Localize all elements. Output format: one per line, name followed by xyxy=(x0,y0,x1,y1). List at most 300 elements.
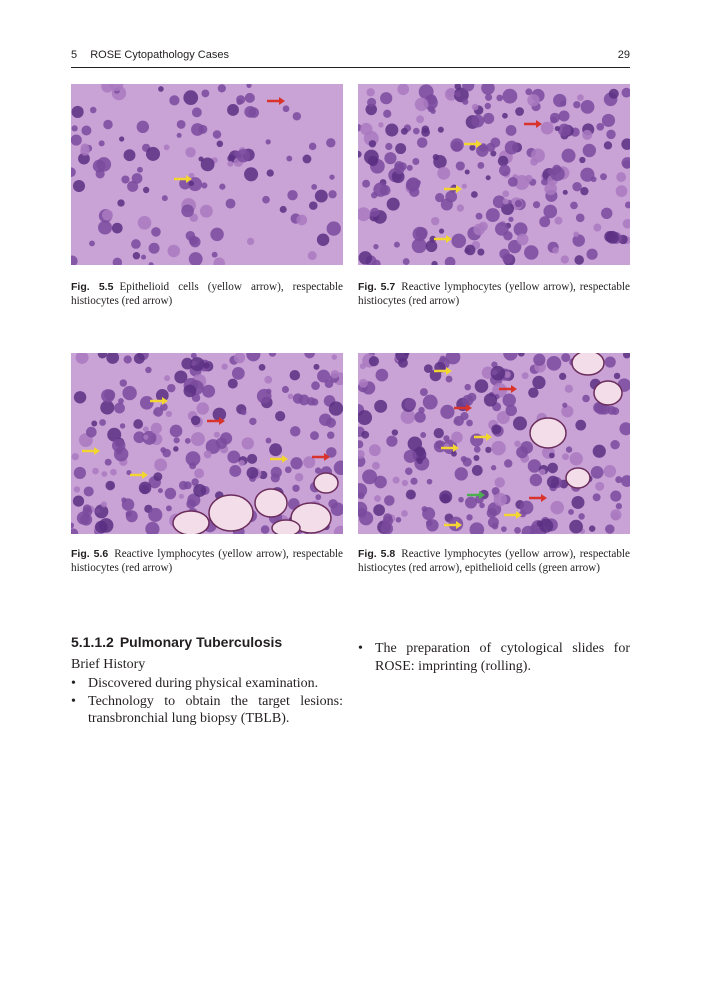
cell-nucleus xyxy=(514,441,520,447)
cell-nucleus xyxy=(475,379,489,393)
cell-nucleus xyxy=(580,187,588,195)
cell-nucleus xyxy=(530,474,542,486)
cell-nucleus xyxy=(401,510,408,517)
cell-nucleus xyxy=(189,181,194,186)
cell-nucleus xyxy=(492,370,498,376)
cell-nucleus xyxy=(422,506,428,512)
cell-nucleus xyxy=(457,204,464,211)
cell-nucleus xyxy=(583,144,596,157)
cell-nucleus xyxy=(394,242,400,248)
cell-nucleus xyxy=(498,156,509,167)
cell-nucleus xyxy=(533,354,545,366)
list-item-text: Discovered during physical examination. xyxy=(88,676,319,691)
cell-nucleus xyxy=(148,508,162,522)
cell-nucleus xyxy=(374,476,387,489)
cell-nucleus xyxy=(151,227,161,237)
cell-nucleus xyxy=(461,456,467,462)
cell-nucleus xyxy=(491,441,505,455)
cell-nucleus xyxy=(241,409,247,415)
cell-nucleus xyxy=(192,107,202,117)
cell-nucleus xyxy=(589,525,595,531)
cell-nucleus xyxy=(164,375,170,381)
cell-nucleus xyxy=(392,429,398,435)
cell-nucleus xyxy=(121,175,129,183)
cell-nucleus xyxy=(179,494,184,499)
cell-nucleus xyxy=(550,117,557,124)
cell-nucleus xyxy=(95,508,100,513)
cell-nucleus xyxy=(451,234,466,249)
cell-nucleus xyxy=(393,477,400,484)
cell-nucleus xyxy=(371,192,377,198)
cell-nucleus xyxy=(319,413,332,426)
cell-nucleus xyxy=(257,389,272,404)
cell-nucleus xyxy=(614,373,620,379)
cell-nucleus xyxy=(160,447,166,453)
cell-nucleus xyxy=(423,395,438,410)
cell-nucleus xyxy=(466,514,472,520)
cell-nucleus xyxy=(384,152,396,164)
cell-nucleus xyxy=(502,89,517,104)
cell-nucleus xyxy=(299,395,310,406)
cell-nucleus xyxy=(124,149,136,161)
cell-nucleus xyxy=(403,258,410,265)
cell-nucleus xyxy=(488,517,499,528)
cell-nucleus xyxy=(227,161,233,167)
cell-nucleus xyxy=(237,149,250,162)
cell-nucleus xyxy=(183,90,198,105)
cell-nucleus xyxy=(541,178,548,185)
cell-nucleus xyxy=(145,367,151,373)
cell-nucleus xyxy=(560,100,566,106)
cell-nucleus xyxy=(359,379,368,388)
cell-nucleus xyxy=(434,428,444,438)
cell-nucleus xyxy=(218,84,226,92)
cell-nucleus xyxy=(555,126,560,131)
cell-nucleus xyxy=(406,490,416,500)
cell-nucleus xyxy=(502,394,515,407)
cell-nucleus xyxy=(266,438,272,444)
cell-nucleus xyxy=(317,233,329,245)
cell-nucleus xyxy=(131,239,141,249)
cell-nucleus xyxy=(244,167,258,181)
cell-nucleus xyxy=(465,497,477,509)
cell-nucleus xyxy=(185,438,191,444)
cell-nucleus xyxy=(483,113,494,124)
cell-nucleus xyxy=(486,175,491,180)
cell-nucleus xyxy=(191,416,200,425)
cell-nucleus xyxy=(372,462,380,470)
cell-nucleus xyxy=(216,437,227,448)
cell-nucleus xyxy=(539,519,553,533)
cell-nucleus xyxy=(380,185,391,196)
cell-nucleus xyxy=(558,124,571,137)
cell-nucleus xyxy=(476,213,483,220)
vacuole xyxy=(594,381,622,405)
cell-nucleus xyxy=(491,465,496,470)
cell-nucleus xyxy=(426,519,438,531)
caption-text: Reactive lymphocytes (yellow arrow), respectable histiocytes (red arrow) xyxy=(358,281,631,307)
cell-nucleus xyxy=(315,190,328,203)
bullet-icon: • xyxy=(71,693,76,709)
cell-nucleus xyxy=(385,143,392,150)
cell-nucleus xyxy=(167,384,175,392)
cell-nucleus xyxy=(194,468,204,478)
cell-nucleus xyxy=(86,427,97,438)
cell-nucleus xyxy=(373,244,378,249)
cell-nucleus xyxy=(569,520,583,534)
cell-nucleus xyxy=(366,88,374,96)
cell-nucleus xyxy=(384,495,395,506)
micrograph-svg xyxy=(358,84,630,265)
cell-nucleus xyxy=(138,216,152,230)
cell-nucleus xyxy=(611,512,619,520)
cell-nucleus xyxy=(133,419,143,429)
cell-nucleus xyxy=(572,182,581,191)
cell-nucleus xyxy=(202,385,215,398)
cell-nucleus xyxy=(74,486,80,492)
cell-nucleus xyxy=(383,513,392,522)
cell-nucleus xyxy=(406,177,420,191)
cell-nucleus xyxy=(151,423,162,434)
cell-nucleus xyxy=(454,416,464,426)
cell-nucleus xyxy=(402,480,408,486)
cell-nucleus xyxy=(189,236,198,245)
cell-nucleus xyxy=(554,217,562,225)
cell-nucleus xyxy=(124,355,132,363)
cell-nucleus xyxy=(474,446,481,453)
vacuole xyxy=(530,418,566,448)
cell-nucleus xyxy=(137,167,143,173)
cell-nucleus xyxy=(616,503,622,509)
cell-nucleus xyxy=(201,182,207,188)
cell-nucleus xyxy=(455,91,461,97)
cell-nucleus xyxy=(141,255,146,260)
cell-nucleus xyxy=(158,86,164,92)
cell-nucleus xyxy=(416,115,424,123)
cell-nucleus xyxy=(426,240,438,252)
cell-nucleus xyxy=(173,446,178,451)
cell-nucleus xyxy=(370,208,379,217)
cell-nucleus xyxy=(369,356,379,366)
cell-nucleus xyxy=(539,216,550,227)
cell-nucleus xyxy=(290,370,300,380)
cell-nucleus xyxy=(166,505,172,511)
cell-nucleus xyxy=(504,459,512,467)
cell-nucleus xyxy=(303,155,312,164)
figure-label: Fig. 5.8 xyxy=(358,548,396,560)
cell-nucleus xyxy=(533,201,540,208)
cell-nucleus xyxy=(293,112,301,120)
cell-nucleus xyxy=(193,484,206,497)
cell-nucleus xyxy=(309,143,316,150)
cell-nucleus xyxy=(140,396,154,410)
cell-nucleus xyxy=(295,473,304,482)
cell-nucleus xyxy=(280,206,287,213)
cell-nucleus xyxy=(606,130,615,139)
cell-nucleus xyxy=(228,379,238,389)
cell-nucleus xyxy=(100,401,114,415)
cell-nucleus xyxy=(112,439,125,452)
cell-nucleus xyxy=(162,195,168,201)
cell-nucleus xyxy=(396,517,402,523)
cell-nucleus xyxy=(314,364,320,370)
header-chapter xyxy=(71,49,229,61)
cell-nucleus xyxy=(191,123,204,136)
cell-nucleus xyxy=(524,245,538,259)
cell-nucleus xyxy=(506,125,517,136)
cell-nucleus xyxy=(99,419,106,426)
cell-nucleus xyxy=(308,251,317,260)
cell-nucleus xyxy=(462,184,467,189)
cell-nucleus xyxy=(153,407,163,417)
cell-nucleus xyxy=(473,455,479,461)
cell-nucleus xyxy=(471,191,478,198)
cell-nucleus xyxy=(120,423,125,428)
cell-nucleus xyxy=(405,398,416,409)
cell-nucleus xyxy=(413,128,420,135)
running-header xyxy=(71,49,630,65)
cell-nucleus xyxy=(227,451,240,464)
cell-nucleus xyxy=(577,94,584,101)
cell-nucleus xyxy=(386,436,397,447)
cell-nucleus xyxy=(247,467,259,479)
cell-nucleus xyxy=(549,453,555,459)
cell-nucleus xyxy=(72,106,84,118)
cell-nucleus xyxy=(562,149,576,163)
cell-nucleus xyxy=(496,95,503,102)
cell-nucleus xyxy=(169,95,179,105)
cell-nucleus xyxy=(606,231,619,244)
cell-nucleus xyxy=(74,467,86,479)
cell-nucleus xyxy=(369,140,376,147)
list-item xyxy=(358,640,630,675)
cell-nucleus xyxy=(376,369,389,382)
cell-nucleus xyxy=(437,167,450,180)
cell-nucleus xyxy=(407,165,413,171)
vacuole xyxy=(566,468,590,488)
cell-nucleus xyxy=(177,133,182,138)
cell-nucleus xyxy=(421,128,430,137)
cell-nucleus xyxy=(137,121,149,133)
cell-nucleus xyxy=(154,458,167,471)
cell-nucleus xyxy=(522,372,529,379)
cell-nucleus xyxy=(177,120,186,129)
figure-label: Fig. 5.5 xyxy=(71,281,114,293)
cell-nucleus xyxy=(580,168,594,182)
cell-nucleus xyxy=(503,198,509,204)
cell-nucleus xyxy=(561,353,570,362)
cell-nucleus xyxy=(227,104,239,116)
figure-label: Fig. 5.6 xyxy=(71,548,109,560)
cell-nucleus xyxy=(502,253,512,263)
cell-nucleus xyxy=(593,224,601,232)
cell-nucleus xyxy=(616,185,628,197)
page-number: 29 xyxy=(617,49,630,61)
cell-nucleus xyxy=(271,473,280,482)
cell-nucleus xyxy=(310,431,319,440)
cell-nucleus xyxy=(547,463,558,474)
cell-nucleus xyxy=(541,122,554,135)
cell-nucleus xyxy=(591,466,604,479)
cell-nucleus xyxy=(604,465,617,478)
cell-nucleus xyxy=(361,431,369,439)
cell-nucleus xyxy=(315,467,321,473)
cell-nucleus xyxy=(92,468,99,475)
cell-nucleus xyxy=(179,481,188,490)
cell-nucleus xyxy=(466,420,473,427)
cell-nucleus xyxy=(134,353,145,364)
cell-nucleus xyxy=(486,208,500,222)
cell-nucleus xyxy=(214,432,220,438)
cell-nucleus xyxy=(502,113,508,119)
cell-nucleus xyxy=(440,356,447,363)
cell-nucleus xyxy=(165,488,176,499)
figure-5-6-image xyxy=(71,353,343,534)
cell-nucleus xyxy=(485,94,492,101)
header-rule xyxy=(71,67,630,68)
cell-nucleus xyxy=(477,249,484,256)
cell-nucleus xyxy=(290,426,300,436)
cell-nucleus xyxy=(309,201,318,210)
cell-nucleus xyxy=(185,147,195,157)
figure-5-5-image xyxy=(71,84,343,265)
cell-nucleus xyxy=(374,400,387,413)
cell-nucleus xyxy=(464,384,470,390)
figure-5-8-caption xyxy=(358,547,630,575)
cell-nucleus xyxy=(327,221,341,235)
cell-nucleus xyxy=(378,122,383,127)
cell-nucleus xyxy=(401,128,408,135)
cell-nucleus xyxy=(506,405,517,416)
cell-nucleus xyxy=(127,181,138,192)
cell-nucleus xyxy=(73,180,85,192)
stain-background xyxy=(71,84,343,265)
vacuole xyxy=(173,511,209,534)
bullet-icon: • xyxy=(71,676,76,691)
cell-nucleus xyxy=(439,490,452,503)
cell-nucleus xyxy=(531,149,545,163)
cell-nucleus xyxy=(456,161,465,170)
cell-nucleus xyxy=(383,110,391,118)
cell-nucleus xyxy=(264,376,272,384)
cell-nucleus xyxy=(593,445,606,458)
cell-nucleus xyxy=(433,154,439,160)
cell-nucleus xyxy=(515,200,522,207)
cell-nucleus xyxy=(219,184,225,190)
cell-nucleus xyxy=(327,431,335,439)
cell-nucleus xyxy=(374,495,381,502)
cell-nucleus xyxy=(484,393,497,406)
cell-nucleus xyxy=(73,495,84,506)
cell-nucleus xyxy=(517,233,529,245)
cell-nucleus xyxy=(204,450,212,458)
cell-nucleus xyxy=(110,469,117,476)
cell-nucleus xyxy=(242,437,254,449)
cell-nucleus xyxy=(575,420,586,431)
cell-nucleus xyxy=(508,177,518,187)
cell-nucleus xyxy=(559,110,570,121)
cell-nucleus xyxy=(315,494,321,500)
cell-nucleus xyxy=(552,247,559,254)
cell-nucleus xyxy=(213,130,221,138)
cell-nucleus xyxy=(539,469,545,475)
cell-nucleus xyxy=(364,150,379,165)
cell-nucleus xyxy=(515,107,524,116)
cell-nucleus xyxy=(405,467,412,474)
cell-nucleus xyxy=(471,115,484,128)
cell-nucleus xyxy=(221,363,227,369)
cell-nucleus xyxy=(105,481,115,491)
cell-nucleus xyxy=(72,125,78,131)
cell-nucleus xyxy=(508,217,513,222)
cell-nucleus xyxy=(477,162,484,169)
chapter-title: ROSE Cytopathology Cases xyxy=(90,49,229,61)
cell-nucleus xyxy=(582,130,592,140)
cell-nucleus xyxy=(121,497,126,502)
cell-nucleus xyxy=(601,208,612,219)
cell-nucleus xyxy=(562,453,569,460)
caption-text: Epithelioid cells (yellow arrow), respectable histiocytes (red arrow) xyxy=(71,281,343,307)
cell-nucleus xyxy=(122,386,136,400)
cell-nucleus xyxy=(410,478,417,485)
list-item xyxy=(71,675,343,693)
cell-nucleus xyxy=(210,228,223,241)
cell-nucleus xyxy=(520,501,534,515)
figure-5-8-image xyxy=(358,353,630,534)
cell-nucleus xyxy=(420,388,428,396)
cell-nucleus xyxy=(446,89,454,97)
cell-nucleus xyxy=(117,199,124,206)
cell-nucleus xyxy=(81,125,91,135)
cell-nucleus xyxy=(329,401,343,415)
cell-nucleus xyxy=(610,491,621,502)
figure-5-6-caption xyxy=(71,547,343,575)
cell-nucleus xyxy=(462,395,473,406)
cell-nucleus xyxy=(595,482,604,491)
cell-nucleus xyxy=(505,141,519,155)
cell-nucleus xyxy=(600,173,607,180)
cell-nucleus xyxy=(191,361,196,366)
cell-nucleus xyxy=(547,356,562,371)
cell-nucleus xyxy=(328,499,337,508)
cell-nucleus xyxy=(326,138,335,147)
cell-nucleus xyxy=(491,424,501,434)
cell-nucleus xyxy=(576,213,585,222)
cell-nucleus xyxy=(543,205,557,219)
cell-nucleus xyxy=(91,421,97,427)
cell-nucleus xyxy=(112,223,123,234)
cell-nucleus xyxy=(451,451,457,457)
cell-nucleus xyxy=(71,134,82,145)
cell-nucleus xyxy=(527,94,539,106)
cell-nucleus xyxy=(200,205,213,218)
cell-nucleus xyxy=(286,156,292,162)
cell-nucleus xyxy=(451,432,463,444)
figure-5-5-caption xyxy=(71,280,343,308)
cell-nucleus xyxy=(516,446,528,458)
list-item-text: Technology to obtain the target lesions: transbronchial lung biopsy (TBLB). xyxy=(88,693,343,726)
cell-nucleus xyxy=(579,157,585,163)
cell-nucleus xyxy=(167,245,180,258)
cell-nucleus xyxy=(95,521,108,534)
cell-nucleus xyxy=(394,161,403,170)
cell-nucleus xyxy=(212,252,218,258)
cell-nucleus xyxy=(525,88,532,95)
cell-nucleus xyxy=(593,493,601,501)
cell-nucleus xyxy=(559,373,566,380)
cell-nucleus xyxy=(244,106,256,118)
cell-nucleus xyxy=(587,249,598,260)
